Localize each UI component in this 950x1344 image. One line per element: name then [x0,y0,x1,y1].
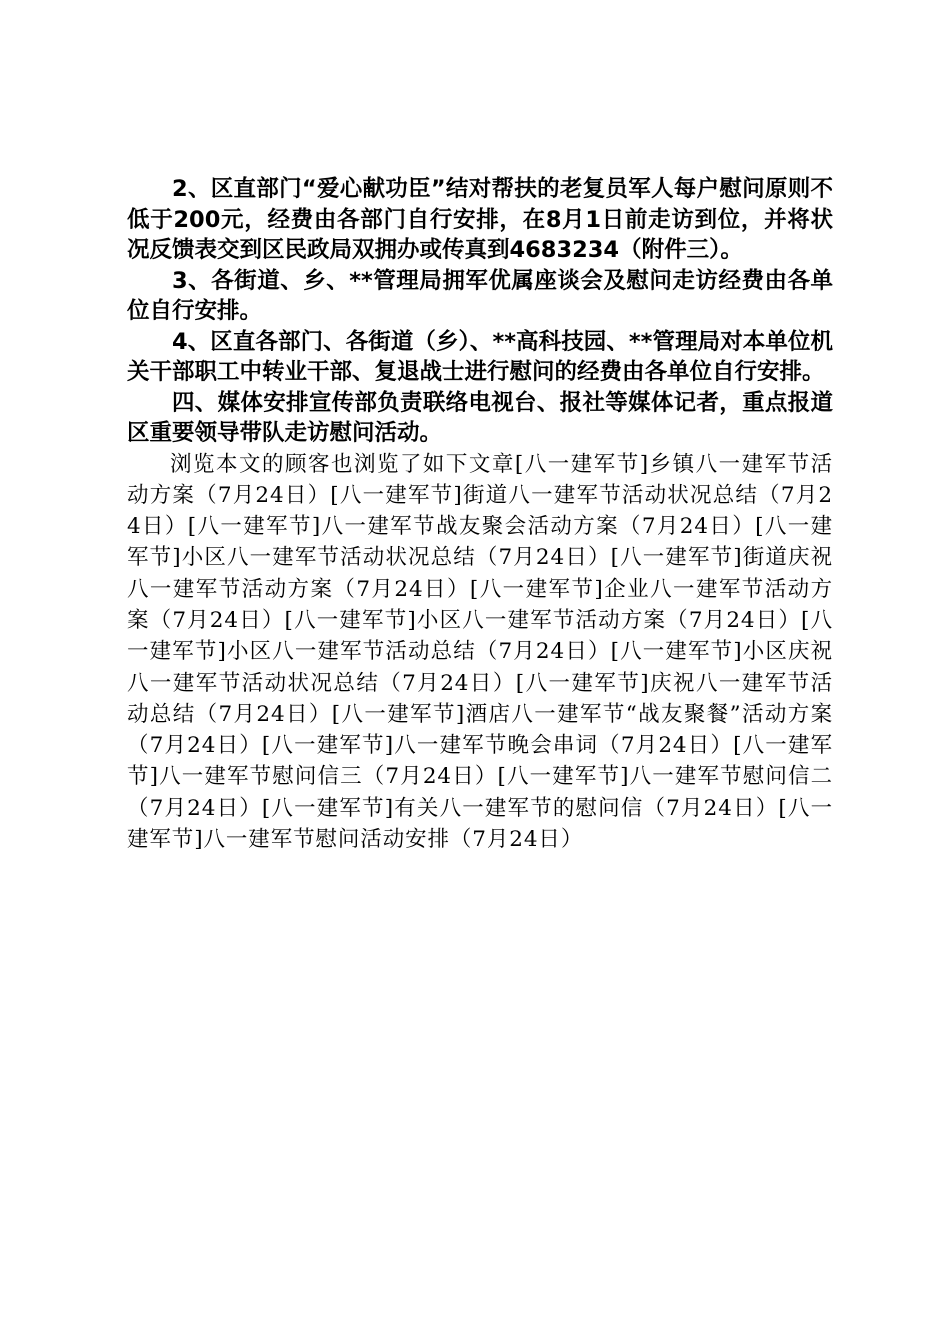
paragraph-media-arrangement: 四、媒体安排宣传部负责联络电视台、报社等媒体记者，重点报道区重要领导带队走访慰问活动。 [127,389,833,446]
related-articles-text: 浏览本文的顾客也浏览了如下文章[八一建军节]乡镇八一建军节活动方案（7月24日）[八一建军节]街道八一建军节活动状况总结（7月24日）[八一建军节]八一建军节战友聚会活动方案（7月24日）[八一建军节]小区八一建军节活动状况总结（7月24日）[八一建军节]街道庆祝八一建军节活动方案（7月24日）[八一建军节]企业八一建军节活动方案（7月24日）[八一建军节]小区八一建军节活动方案（7月24日）[八一建军节]小区八一建军节活动总结（7月24日）[八一建军节]小区庆祝八一建军节活动状况总结（7月24日）[八一建军节]庆祝八一建军节活动总结（7月24日）[八一建军节]酒店八一建军节“战友聚餐”活动方案（7月24日）[八一建军节]八一建军节晚会串词（7月24日）[八一建军节]八一建军节慰问信三（7月24日）[八一建军节]八一建军节慰问信二（7月24日）[八一建军节]有关八一建军节的慰问信（7月24日）[八一建军节]八一建军节慰问活动安排（7月24日） [127,451,833,853]
paragraph-item-4-funding: 4、区直各部门、各街道（乡）、**高科技园、**管理局对本单位机关干部职工中转业干部、复退战士进行慰问的经费由各单位自行安排。 [127,328,833,385]
document-page [127,174,833,855]
paragraph-item-3-funding: 3、各街道、乡、**管理局拥军优属座谈会及慰问走访经费由各单位自行安排。 [127,267,833,324]
paragraph-item-2-funding: 2、区直部门“爱心献功臣”结对帮扶的老复员军人每户慰问原则不低于200元，经费由各部门自行安排，在8月1日前走访到位，并将状况反馈表交到区民政局双拥办或传真到4683234（附件三）。 [127,176,833,263]
